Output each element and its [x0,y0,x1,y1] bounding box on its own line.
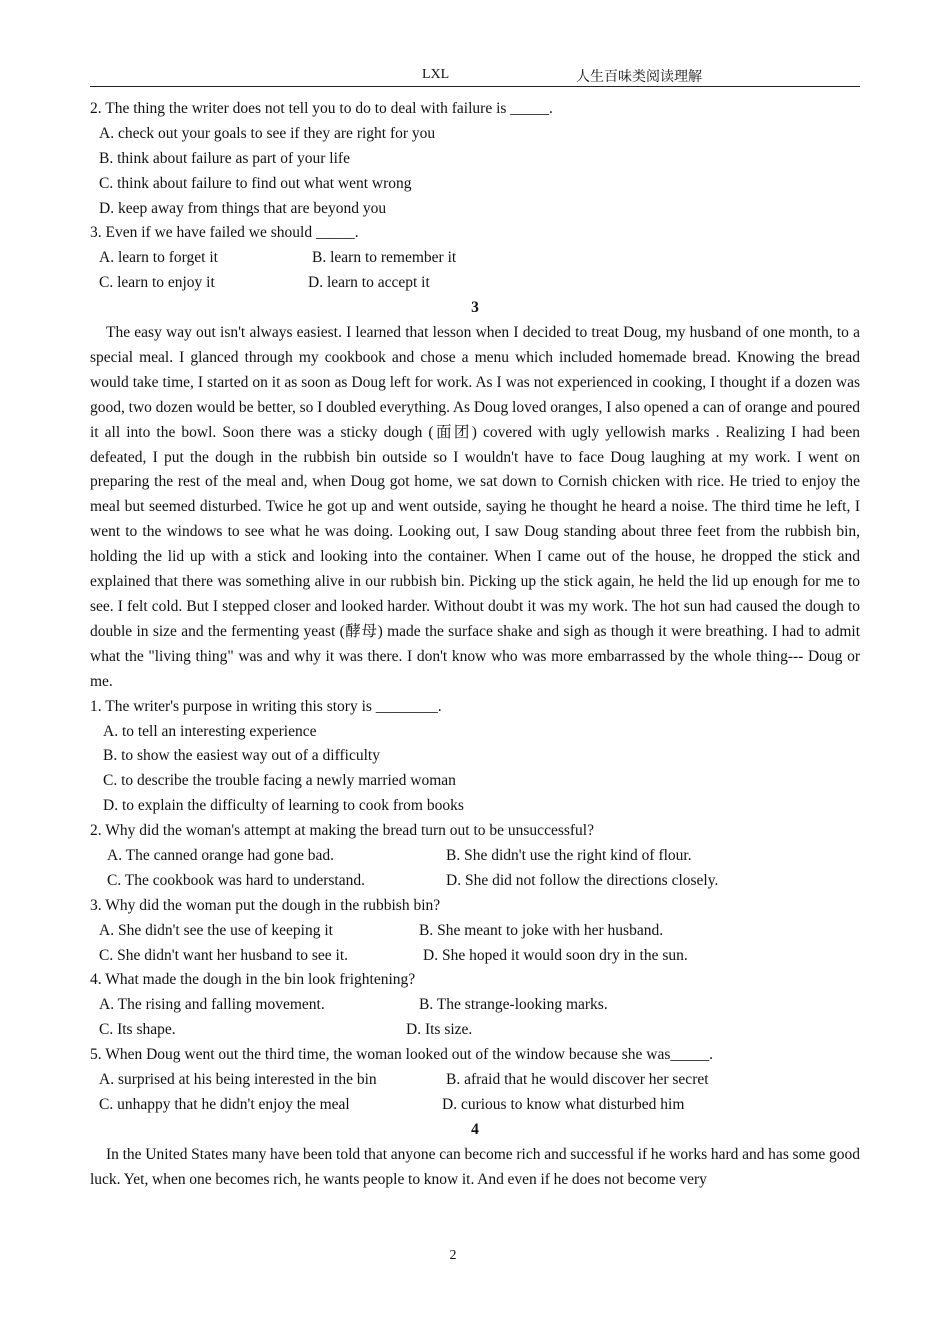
answer-option: A. The rising and falling movement. [99,996,325,1014]
header-left: LXL [422,67,450,82]
question-stem: 3. Why did the woman put the dough in the rubbish bin? [90,896,441,914]
question-stem: 2. Why did the woman's attempt at making the bread turn out to be unsuccessful? [90,822,594,840]
answer-option: B. to show the easiest way out of a difficulty [103,747,380,765]
option-row [90,844,860,869]
page-number: 2 [449,1248,457,1263]
answer-option: B. She didn't use the right kind of flour. [446,846,692,864]
answer-option: B. think about failure as part of your life [99,149,350,167]
section-number: 4 [471,1120,479,1138]
option-row [90,919,860,944]
answer-option: B. afraid that he would discover her secret [446,1070,709,1088]
answer-option: C. Its shape. [99,1021,176,1039]
answer-option: A. to tell an interesting experience [103,722,317,740]
passage-paragraph: In the United States many have been told that anyone can become rich and successful if he works hard and has some good luck. Yet, when one becomes rich, he wants people to know it. And even if he does not become very [90,1145,860,1188]
answer-option: A. She didn't see the use of keeping it [99,921,333,939]
question-stem: 3. Even if we have failed we should _____. [90,224,359,242]
passage-paragraph: The easy way out isn't always easiest. I learned that lesson when I decided to treat Doug, my husband of one month, to a special meal. I glanced through my cookbook and chose a menu which included homemade bread. Knowing the bread would take time, I started on it as soon as Doug left for work. As I was not experienced in cooking, I thought if a dozen was good, two dozen would be better, so I doubled everything. As Doug loved oranges, I also opened a can of orange and poured it all into the bowl. Soon there was a sticky dough (面团) covered with ugly yellowish marks . Realizing I had been defeated, I put the dough in the rubbish bin outside so I wouldn't have to face Doug laughing at my work. I went on preparing the rest of the meal and, when Doug got home, we sat down to Cornish chicken with rice. He tried to enjoy the meal but seemed disturbed. Twice he got up and went outside, saying he thought he heard a noise. The third time he left, I went to the windows to see what he was doing. Looking out, I saw Doug standing about three feet from the rubbish bin, holding the lid up with a stick and looking into the container. When I came out of the house, he dropped the stick and explained that there was something alive in our rubbish bin. Picking up the stick again, he held the lid up enough for me to see. I felt cold. But I stepped closer and looked harder. Without doubt it was my work. The hot sun had caused the dough to double in size and the fermenting yeast (酵母) made the surface shake and sigh as though it were breathing. I had to admit what the "living thing" was and why it was there. I don't know who was more embarrassed by the whole thing--- Doug or me. [90,324,860,690]
answer-option: C. to describe the trouble facing a newly married woman [103,772,456,790]
option-row [90,944,860,969]
answer-option: D. learn to accept it [308,274,430,292]
answer-option: B. She meant to joke with her husband. [419,921,664,939]
option-row [90,1018,860,1043]
answer-option: C. unhappy that he didn't enjoy the meal [99,1095,350,1113]
option-row [90,993,860,1018]
question-stem: 4. What made the dough in the bin look frightening? [90,971,416,989]
answer-option: C. The cookbook was hard to understand. [107,871,365,889]
answer-option: A. surprised at his being interested in the bin [99,1070,377,1088]
option-row [90,271,860,296]
option-row [90,1068,860,1093]
answer-option: C. learn to enjoy it [99,274,215,292]
question-stem: 1. The writer's purpose in writing this story is ________. [90,697,442,715]
answer-option: C. She didn't want her husband to see it. [99,946,349,964]
answer-option: D. curious to know what disturbed him [442,1095,685,1113]
answer-option: B. learn to remember it [312,249,457,267]
question-stem: 5. When Doug went out the third time, the woman looked out of the window because she was_____. [90,1046,714,1064]
answer-option: B. The strange-looking marks. [419,996,608,1014]
option-row [90,869,860,894]
option-row [90,246,860,271]
option-row [90,1093,860,1118]
page-header [90,62,860,87]
answer-option: D. to explain the difficulty of learning to cook from books [103,797,464,815]
answer-option: A. check out your goals to see if they are right for you [99,124,436,142]
header-title: 人生百味类阅读理解 [576,70,702,85]
answer-option: C. think about failure to find out what went wrong [99,174,412,192]
question-stem: 2. The thing the writer does not tell you to do to deal with failure is _____. [90,100,553,117]
answer-option: D. She did not follow the directions closely. [446,871,719,889]
document-body [90,97,860,1192]
answer-option: D. Its size. [406,1021,473,1039]
section-number: 3 [471,299,479,317]
answer-option: D. keep away from things that are beyond you [99,199,387,217]
answer-option: A. learn to forget it [99,249,218,267]
answer-option: A. The canned orange had gone bad. [107,846,334,864]
answer-option: D. She hoped it would soon dry in the sun. [423,946,688,964]
